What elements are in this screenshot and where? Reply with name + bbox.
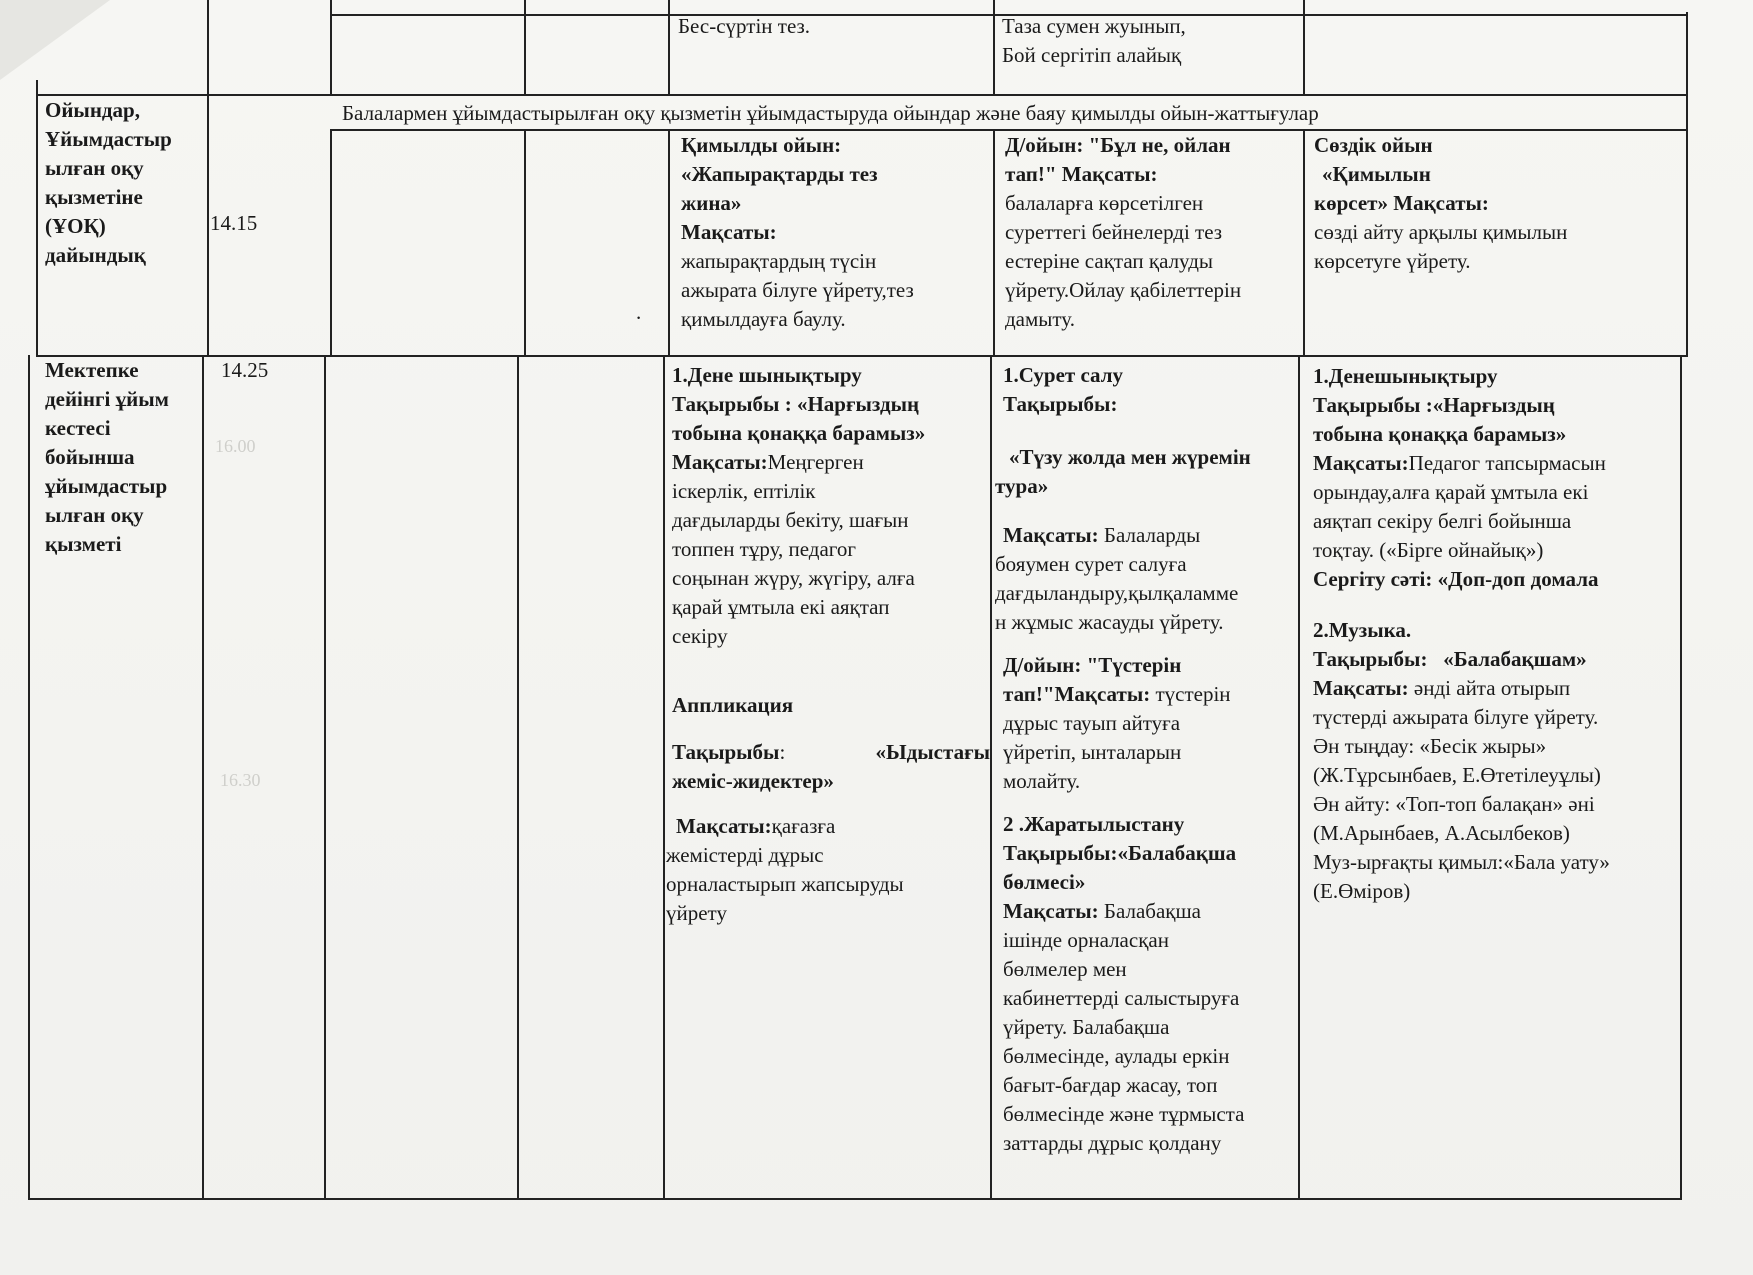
lessons-day4-topic: Тақырыбы: (1003, 392, 1118, 416)
purpose-text: Меңгерген (767, 450, 864, 474)
lessons-day3-text: топпен тұру, педагог (672, 537, 856, 561)
table-border (993, 0, 995, 96)
table-border (207, 0, 209, 355)
lessons-label-line: ұйымдастыр (45, 474, 168, 498)
lessons-day5-text: тоқтау. («Бірге ойнайық») (1313, 538, 1544, 562)
games-day3-title: «Жапырақтарды тез (681, 162, 878, 186)
purpose-text: Балабақша (1098, 899, 1201, 923)
games-label-line: Ойындар, (45, 98, 140, 122)
lessons-day3-text2: жемістерді дұрыс (666, 843, 824, 867)
lessons-day4-text2: бағыт-бағдар жасау, топ (1003, 1073, 1218, 1097)
lessons-label-line: кестесі (45, 416, 111, 440)
table-border (993, 129, 995, 355)
games-day4-title: Д/ойын: "Бұл не, ойлан (1005, 133, 1231, 157)
lessons-day4-text2: кабинеттерді салыстыруға (1003, 986, 1240, 1010)
table-border (1303, 129, 1305, 355)
lessons-day5-purpose2 (1313, 674, 1679, 703)
games-day3-text: жапырақтардың түсін (681, 249, 877, 273)
games-day5-title (1314, 189, 1684, 218)
games-day5-title: көрсет» (1314, 191, 1388, 215)
games-day3-cell (681, 131, 991, 334)
games-label-line: ылған оқу (45, 156, 144, 180)
lessons-day5-text2: түстерді ажырата білуге үйрету. (1313, 705, 1599, 729)
purpose-label: Мақсаты: (676, 814, 772, 838)
table-border (668, 0, 670, 96)
table-border (1680, 355, 1682, 1199)
lessons-day3-topic2-value: жеміс-жидектер» (672, 769, 834, 793)
games-day5-text: көрсетуге үйрету. (1314, 249, 1471, 273)
table-border (1303, 0, 1305, 96)
games-day5-title: «Қимылын (1322, 162, 1431, 186)
table-border (28, 355, 30, 1199)
lessons-day3-text2: үйрету (666, 901, 727, 925)
lessons-row-label (45, 356, 200, 559)
table-border (330, 129, 332, 355)
lessons-day4-text: н жұмыс жасауды үйрету. (995, 610, 1224, 634)
topic-label: Тақырыбы: (1313, 647, 1428, 671)
games-day5-title: Сөздік ойын (1314, 133, 1433, 157)
lessons-day3-purpose2 (672, 812, 990, 841)
lessons-day4-game-text: дұрыс тауып айтуға (1003, 711, 1181, 735)
lessons-day5-topic2 (1313, 645, 1679, 674)
lessons-day3-text: секіру (672, 624, 728, 648)
table-border (990, 355, 992, 1199)
lessons-day5-text2: (М.Арынбаев, А.Асылбеков) (1313, 821, 1570, 845)
purpose-label: Мақсаты: (1313, 676, 1409, 700)
lessons-day5-warmup: Сергіту сәті: «Доп-доп домала (1313, 567, 1599, 591)
games-label-line: дайындық (45, 243, 146, 267)
games-day5-cell (1314, 131, 1684, 276)
lessons-label-line: Мектепке (45, 358, 139, 382)
games-day4-title: тап!" Мақсаты: (1005, 162, 1158, 186)
games-dot: . (636, 300, 642, 324)
game-label: тап!"Мақсаты: (1003, 682, 1151, 706)
lessons-day4-purpose2 (1003, 897, 1296, 926)
purpose-label: Мақсаты: (672, 450, 768, 474)
lessons-day5-text2: Муз-ырғақты қимыл:«Бала уату» (1313, 850, 1610, 874)
lessons-day5-subject: 1.Денешынықтыру (1313, 364, 1498, 388)
lessons-label-line: дейінгі ұйым (45, 387, 169, 411)
lessons-day4-game: Д/ойын: "Түстерін (1003, 653, 1182, 677)
table-border (324, 355, 326, 1199)
lessons-label-line: қызметі (45, 532, 122, 556)
lessons-day5-topic: Тақырыбы :«Нарғыздың (1313, 393, 1555, 417)
lessons-day4-text2: ішінде орналасқан (1003, 928, 1169, 952)
lessons-day5-topic: тобына қонаққа барамыз» (1313, 422, 1567, 446)
lessons-day3-text2: орналастырып жапсыруды (666, 872, 904, 896)
hygiene-day4-cell (1002, 12, 1297, 70)
games-label-line: (ҰОҚ) (45, 214, 106, 238)
hygiene-day4-line: Таза сумен жуынып, (1002, 14, 1186, 38)
table-border (663, 355, 665, 1199)
lessons-day4-text2: бөлмесінде, аулады еркін (1003, 1044, 1230, 1068)
table-border (524, 129, 526, 355)
topic-colon: : (779, 740, 786, 764)
games-day3-title: Мақсаты: (681, 220, 777, 244)
purpose-text: қағазға (771, 814, 836, 838)
folded-corner (0, 0, 110, 80)
games-day4-text: дамыту. (1005, 307, 1075, 331)
lessons-day4-text: дағдыландыру,қылқаламме (995, 581, 1239, 605)
table-border (36, 80, 38, 355)
hygiene-day3-text: Бес-сүртін тез. (678, 14, 811, 38)
lessons-day4-topic-value: тура» (995, 474, 1049, 498)
table-border (1298, 355, 1300, 1199)
lessons-day5-subject2: 2.Музыка. (1313, 618, 1412, 642)
lessons-day4-text2: үйрету. Балабақша (1003, 1015, 1170, 1039)
lessons-day4-game-text: үйретіп, ынталарын (1003, 740, 1182, 764)
games-label-line: қызметіне (45, 185, 143, 209)
games-header: Балалармен ұйымдастырылған оқу қызметін ұйымдастыруда ойындар және баяу қимылды ойын-жаттығулар (342, 101, 1319, 125)
games-day4-text: үйрету.Ойлау қабілеттерін (1005, 278, 1242, 302)
table-border (36, 355, 1688, 357)
lessons-day5-text2: Ән айту: «Топ-топ балақан» әні (1313, 792, 1595, 816)
games-day4-cell (1005, 131, 1300, 334)
bleed-through: 16.30 (220, 770, 261, 790)
games-day3-text: ажырата білуге үйрету,тез (681, 278, 914, 302)
games-day5-text: сөзді айту арқылы қимылын (1314, 220, 1568, 244)
lessons-day3-text: қарай ұмтыла екі аяқтап (672, 595, 890, 619)
games-day4-text: естеріне сақтап қалуды (1005, 249, 1214, 273)
table-border (517, 355, 519, 1199)
lessons-day4-topic-value: «Түзу жолда мен жүремін (1009, 445, 1251, 469)
games-day3-title: Қимылды ойын: (681, 133, 842, 157)
table-border (668, 129, 670, 355)
lessons-day3-text: соңынан жүру, жүгіру, алға (672, 566, 915, 590)
games-day3-text: қимылдауға баулу. (681, 307, 846, 331)
lessons-day5-text: орындау,алға қарай ұмтыла екі (1313, 480, 1589, 504)
lessons-day4-text2: бөлмелер мен (1003, 957, 1127, 981)
table-border (1686, 12, 1688, 355)
games-row-label (45, 96, 205, 270)
lessons-day3-text: дағдыларды бекіту, шағын (672, 508, 909, 532)
lessons-day5-purpose (1313, 449, 1679, 478)
games-day4-text: балаларға көрсетілген (1005, 191, 1204, 215)
table-border (36, 94, 1688, 96)
lessons-day4-cell (995, 361, 1296, 1158)
table-border (524, 0, 526, 96)
purpose-label: Мақсаты: (1003, 899, 1099, 923)
lessons-label-line: ылған оқу (45, 503, 144, 527)
lessons-day5-text2: (Ж.Тұрсынбаев, Е.Өтетілеуұлы) (1313, 763, 1601, 787)
lessons-day4-topic2: Тақырыбы:«Балабақша (1003, 841, 1237, 865)
table-border (28, 1198, 1682, 1200)
lessons-day4-text2: бөлмесінде және тұрмыста (1003, 1102, 1245, 1126)
games-day3-title: жина» (681, 191, 742, 215)
game-text: түстерін (1150, 682, 1231, 706)
lessons-day4-text: бояумен сурет салуға (995, 552, 1187, 576)
topic-label: Тақырыбы (672, 740, 780, 764)
hygiene-day3-cell (678, 12, 988, 41)
games-label-line: Ұйымдастыр (45, 127, 172, 151)
games-day4-text: суреттегі бейнелерді тез (1005, 220, 1223, 244)
purpose-label: Мақсаты: (1313, 451, 1409, 475)
lessons-day3-topic: тобына қонаққа барамыз» (672, 421, 926, 445)
lessons-day4-subject2: 2 .Жаратылыстану (1003, 812, 1185, 836)
lessons-day4-game (1003, 680, 1296, 709)
lessons-day4-game-text: молайту. (1003, 769, 1081, 793)
lessons-day5-text2: Ән тыңдау: «Бесік жыры» (1313, 734, 1547, 758)
lessons-day3-text: іскерлік, ептілік (672, 479, 816, 503)
lessons-day5-cell (1313, 362, 1679, 906)
lessons-day4-topic2: бөлмесі» (1003, 870, 1086, 894)
table-border (202, 355, 204, 1199)
games-time: 14.15 (210, 211, 258, 235)
lessons-day3-subject: 1.Дене шынықтыру (672, 363, 862, 387)
lessons-day4-text2: заттарды дұрыс қолдану (1003, 1131, 1222, 1155)
purpose-label: Мақсаты: (1003, 523, 1099, 547)
lessons-day3-cell (666, 361, 990, 928)
lessons-time: 14.25 (221, 358, 269, 382)
lessons-day3-topic2 (672, 738, 990, 767)
lessons-day3-subject2: Аппликация (672, 693, 794, 717)
lessons-day4-purpose (1003, 521, 1296, 550)
hygiene-day4-line: Бой сергітіп алайық (1002, 43, 1182, 67)
lessons-day5-text2: (Е.Өміров) (1313, 879, 1411, 903)
lessons-day5-text: аяқтап секіру белгі бойынша (1313, 509, 1572, 533)
topic-value: «Балабақшам» (1427, 647, 1587, 671)
purpose-text: Балаларды (1098, 523, 1201, 547)
lessons-day3-topic: Тақырыбы : «Нарғыздың (672, 392, 920, 416)
topic-value: «Ыдыстағы (875, 740, 990, 764)
lessons-day3-purpose (672, 448, 990, 477)
purpose-text: Педагог тапсырмасын (1408, 451, 1606, 475)
bleed-through: 16.00 (215, 436, 256, 456)
table-border (330, 0, 332, 96)
games-day5-purpose: Мақсаты: (1388, 191, 1489, 215)
lessons-label-line: бойынша (45, 445, 135, 469)
lessons-day4-subject: 1.Сурет салу (1003, 363, 1124, 387)
purpose-text: әнді айта отырып (1408, 676, 1571, 700)
